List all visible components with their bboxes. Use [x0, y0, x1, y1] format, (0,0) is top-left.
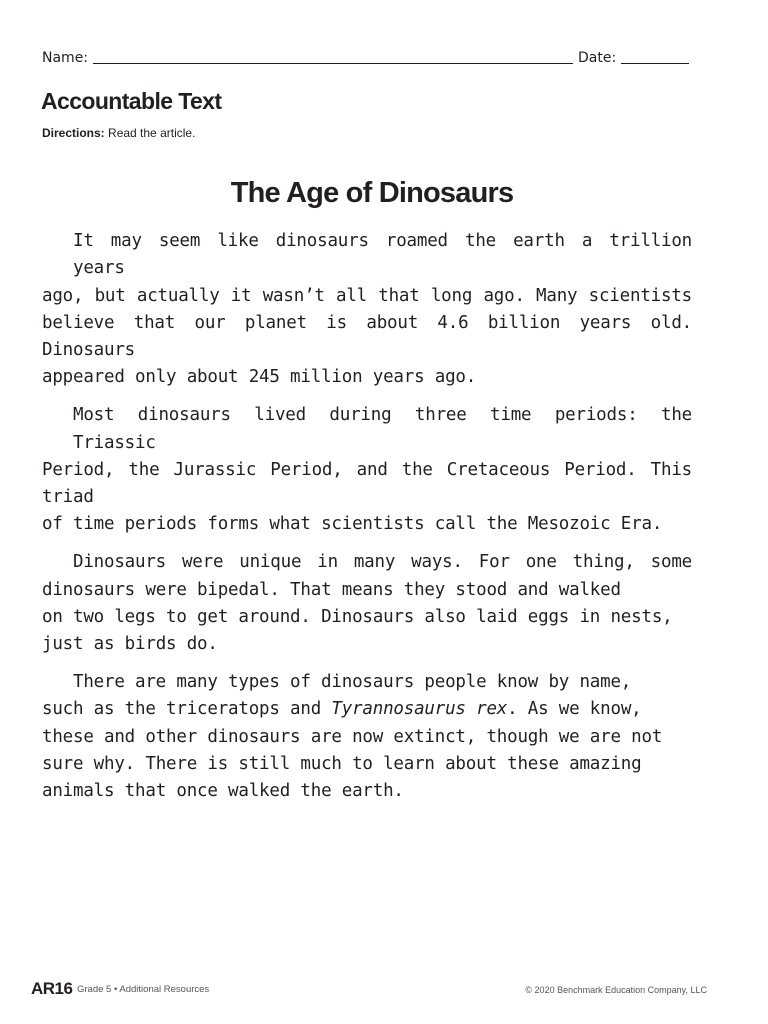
copyright-text: © 2020 Benchmark Education Company, LLC	[525, 985, 707, 995]
paragraph-2	[42, 402, 692, 538]
paragraph-4	[42, 669, 692, 805]
text-line: appeared only about 245 million years ago.	[42, 367, 477, 388]
text-line: these and other dinosaurs are now extinct, though we are not	[42, 726, 663, 747]
date-label: Date:	[578, 50, 617, 66]
paragraph-3	[42, 549, 692, 658]
page-footer	[31, 979, 707, 999]
line-text: such as the triceratops and	[42, 699, 332, 720]
name-blank-line[interactable]	[93, 48, 573, 64]
name-label: Name:	[42, 50, 89, 66]
date-blank-line[interactable]	[621, 48, 689, 64]
text-line: There are many types of dinosaurs people know by name,	[73, 671, 632, 692]
text-line: sure why. There is still much to learn about these amazing	[42, 753, 642, 774]
line-text: . As we know,	[507, 699, 642, 720]
text-line: Period, the Jurassic Period, and the Cretaceous Period. This triad	[42, 459, 692, 508]
text-line: Most dinosaurs lived during three time periods: the Triassic	[73, 405, 692, 453]
text-line: animals that once walked the earth.	[42, 781, 404, 802]
directions-label: Directions:	[42, 126, 105, 140]
name-date-header	[42, 44, 702, 66]
text-line: It may seem like dinosaurs roamed the earth a trillion years	[73, 231, 692, 279]
text-line: dinosaurs were bipedal. That means they stood and walked	[42, 579, 621, 600]
text-line: Dinosaurs were unique in many ways. For one thing, some	[73, 552, 692, 573]
text-line: on two legs to get around. Dinosaurs also laid eggs in nests,	[42, 606, 673, 627]
article-title: The Age of Dinosaurs	[230, 177, 514, 209]
directions	[42, 126, 195, 140]
grade-text: Grade 5 • Additional Resources	[77, 984, 210, 995]
text-line: of time periods forms what scientists call the Mesozoic Era.	[42, 514, 663, 535]
directions-text: Read the article.	[108, 126, 196, 140]
text-line: ago, but actually it wasn’t all that long ago. Many scientists	[42, 285, 692, 306]
text-line: believe that our planet is about 4.6 billion years old. Dinosaurs	[42, 312, 692, 361]
paragraph-1	[42, 228, 692, 392]
italic-species-name: Tyrannosaurus rex	[331, 699, 508, 720]
article-body	[42, 228, 692, 816]
page-code: AR16	[31, 979, 73, 998]
section-title: Accountable Text	[41, 88, 222, 114]
text-line: just as birds do.	[42, 634, 218, 655]
text-line-with-italic	[42, 696, 692, 723]
